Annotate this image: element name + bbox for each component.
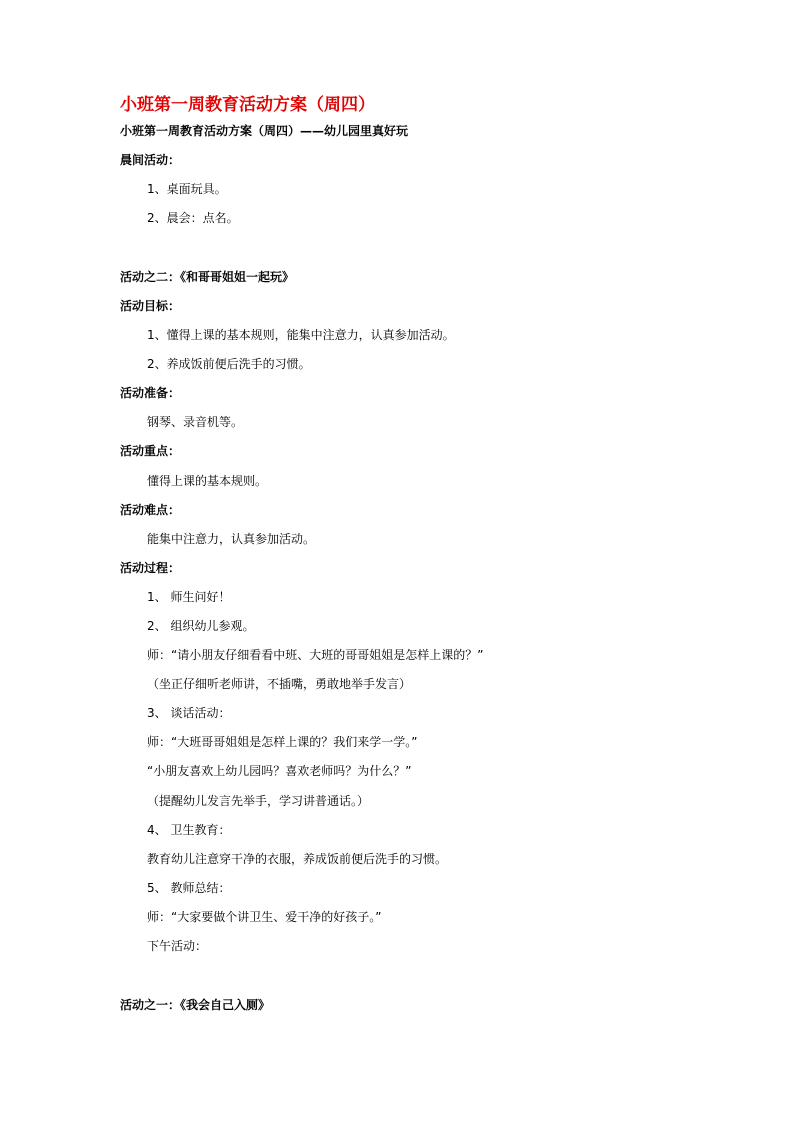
document-subtitle: 小班第一周教育活动方案（周四）——幼儿园里真好玩: [120, 124, 409, 138]
goal-heading: 活动目标：: [120, 299, 181, 313]
goal-item: 1、懂得上课的基本规则，能集中注意力，认真参加活动。: [147, 328, 455, 342]
process-item: 3、 谈话活动：: [147, 706, 231, 720]
process-item: 下午活动：: [147, 939, 208, 953]
difficulty-text: 能集中注意力，认真参加活动。: [147, 532, 316, 546]
difficulty-heading: 活动难点：: [120, 503, 181, 517]
process-item: 教育幼儿注意穿干净的衣服，养成饭前便后洗手的习惯。: [147, 852, 448, 866]
process-item: 5、 教师总结：: [147, 881, 231, 895]
morning-item: 1、桌面玩具。: [147, 182, 227, 196]
key-text: 懂得上课的基本规则。: [147, 474, 268, 488]
process-item: 师：“大班哥哥姐姐是怎样上课的？我们来学一学。”: [147, 735, 418, 749]
prep-text: 钢琴、录音机等。: [147, 415, 244, 429]
document-title: 小班第一周教育活动方案（周四）: [120, 95, 375, 115]
process-item: “小朋友喜欢上幼儿园吗？喜欢老师吗？为什么？”: [147, 764, 412, 778]
process-item: 2、 组织幼儿参观。: [147, 619, 255, 633]
process-item: 4、 卫生教育：: [147, 823, 231, 837]
process-item: 1、 师生问好！: [147, 590, 231, 604]
process-heading: 活动过程：: [120, 561, 181, 575]
process-item: （提醒幼儿发言先举手，学习讲普通话。）: [147, 794, 370, 808]
prep-heading: 活动准备：: [120, 386, 181, 400]
goal-item: 2、养成饭前便后洗手的习惯。: [147, 357, 311, 371]
morning-item: 2、晨会：点名。: [147, 211, 239, 225]
process-item: 师：“请小朋友仔细看看中班、大班的哥哥姐姐是怎样上课的？”: [147, 648, 484, 662]
key-heading: 活动重点：: [120, 444, 181, 458]
activity1-heading: 活动之一：《我会自己入厕》: [120, 998, 271, 1012]
activity2-heading: 活动之二：《和哥哥姐姐一起玩》: [120, 270, 295, 284]
process-item: （坐正仔细听老师讲，不插嘴，勇敢地举手发言）: [147, 677, 412, 691]
process-item: 师：“大家要做个讲卫生、爱干净的好孩子。”: [147, 910, 382, 924]
morning-heading: 晨间活动：: [120, 153, 181, 167]
